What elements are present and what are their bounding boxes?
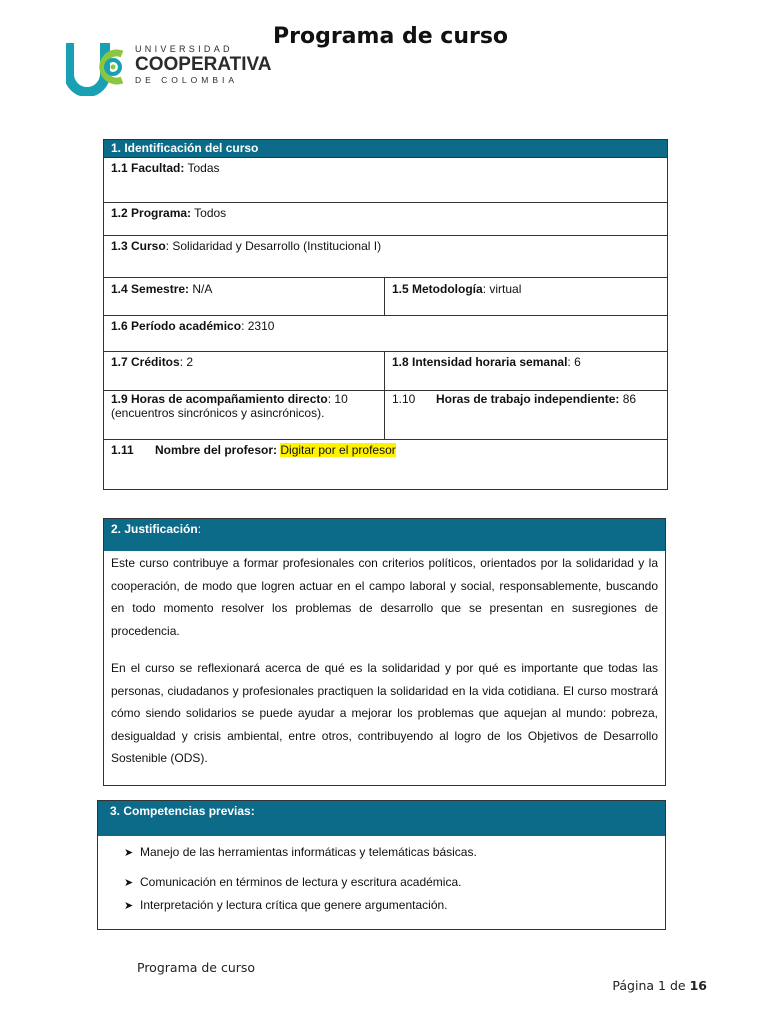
- logo-wordmark: [135, 44, 272, 85]
- programa-value: Todos: [191, 206, 227, 220]
- footer-title: Programa de curso: [137, 960, 256, 975]
- section-3-title: 3. Competencias previas:: [110, 804, 255, 818]
- facultad-label: 1.1 Facultad:: [111, 161, 185, 175]
- row-profesor: [104, 439, 667, 490]
- periodo-value: : 2310: [241, 319, 275, 333]
- profesor-value[interactable]: Digitar por el profesor: [280, 443, 396, 457]
- programa-label: 1.2 Programa:: [111, 206, 192, 220]
- university-logo: [66, 40, 272, 96]
- creditos-label: 1.7 Créditos: [111, 355, 180, 369]
- justification-box: [103, 518, 666, 786]
- section-2-title-colon: :: [197, 522, 202, 536]
- page-of: de: [669, 978, 686, 993]
- horas-directo-label: 1.9 Horas de acompañamiento directo: [111, 392, 328, 406]
- row-facultad: [104, 157, 667, 202]
- logo-line-2: COOPERATIVA: [135, 54, 272, 75]
- prior-competencies-box: [97, 800, 666, 930]
- profesor-number: 1.11: [111, 443, 134, 457]
- page-total: 16: [689, 978, 707, 993]
- arrow-bullet-icon: ➤: [124, 877, 134, 889]
- horas-directo-value: : 10 (encuentros sincrónicos y asincrónicos).: [111, 392, 348, 420]
- row-curso: [104, 235, 667, 277]
- ucc-logo-icon: [66, 40, 130, 96]
- row-semestre-metodologia: [104, 277, 667, 315]
- justification-paragraph-2: En el curso se reflexionará acerca de qué es la solidaridad y por qué es importante que todas las personas, ciudadanos y profesionales practiquen la solidaridad en la vida cotidiana. El curso mostrará cómo siendo solidarios se puede ayudar a mejorar los problemas que aquejan al mundo: pobreza, desigualdad y crisis ambiental, entre otros, contribuyendo al logro de los Objetivos de Desarrollo Sostenible (ODS).: [111, 661, 658, 765]
- section-2-header: [104, 519, 665, 551]
- metodologia-label: 1.5 Metodología: [392, 282, 483, 296]
- arrow-bullet-icon: ➤: [124, 847, 134, 859]
- logo-line-1: UNIVERSIDAD: [135, 44, 233, 54]
- section-1-title: 1. Identificación del curso: [111, 141, 259, 155]
- row-programa: [104, 202, 667, 235]
- intensidad-value: : 6: [567, 355, 581, 369]
- list-item: ➤ Interpretación y lectura crítica que genere argumentación.: [124, 898, 448, 912]
- identification-table: [103, 139, 668, 490]
- curso-value: : Solidaridad y Desarrollo (Institucional I): [165, 239, 382, 253]
- intensidad-label: 1.8 Intensidad horaria semanal: [392, 355, 568, 369]
- horas-indep-number: 1.10: [392, 392, 416, 406]
- section-1-header: [104, 140, 667, 157]
- section-2-title: 2. Justificación: [111, 522, 198, 536]
- metodologia-value: : virtual: [482, 282, 522, 296]
- page-current: 1: [658, 978, 666, 993]
- semestre-value: N/A: [189, 282, 213, 296]
- profesor-label: Nombre del profesor:: [155, 443, 278, 457]
- section-3-header: [98, 801, 665, 836]
- row-periodo: [104, 315, 667, 351]
- logo-line-3: DE COLOMBIA: [135, 75, 239, 85]
- semestre-label: 1.4 Semestre:: [111, 282, 190, 296]
- facultad-value: Todas: [184, 161, 220, 175]
- periodo-label: 1.6 Período académico: [111, 319, 242, 333]
- row-horas: [104, 390, 667, 439]
- row-creditos-intensidad: [104, 351, 667, 390]
- list-item: ➤ Manejo de las herramientas informáticas y telemáticas básicas.: [124, 845, 477, 859]
- list-item: ➤ Comunicación en términos de lectura y escritura académica.: [124, 875, 462, 889]
- page-number: [612, 978, 707, 993]
- horas-indep-value: 86: [619, 392, 637, 406]
- horas-indep-label: Horas de trabajo independiente:: [436, 392, 620, 406]
- arrow-bullet-icon: ➤: [124, 900, 134, 912]
- page-title: Programa de curso: [273, 24, 509, 49]
- page-prefix: Página: [612, 978, 655, 993]
- curso-label: 1.3 Curso: [111, 239, 166, 253]
- creditos-value: : 2: [179, 355, 194, 369]
- justification-paragraph-1: Este curso contribuye a formar profesionales con criterios políticos, orientados por la solidaridad y la cooperación, de modo que logren actuar en el campo laboral y social, responsablemente, buscando en todo momento resolver los problemas de desarrollo que se presentan en susregiones de procedencia.: [111, 556, 658, 638]
